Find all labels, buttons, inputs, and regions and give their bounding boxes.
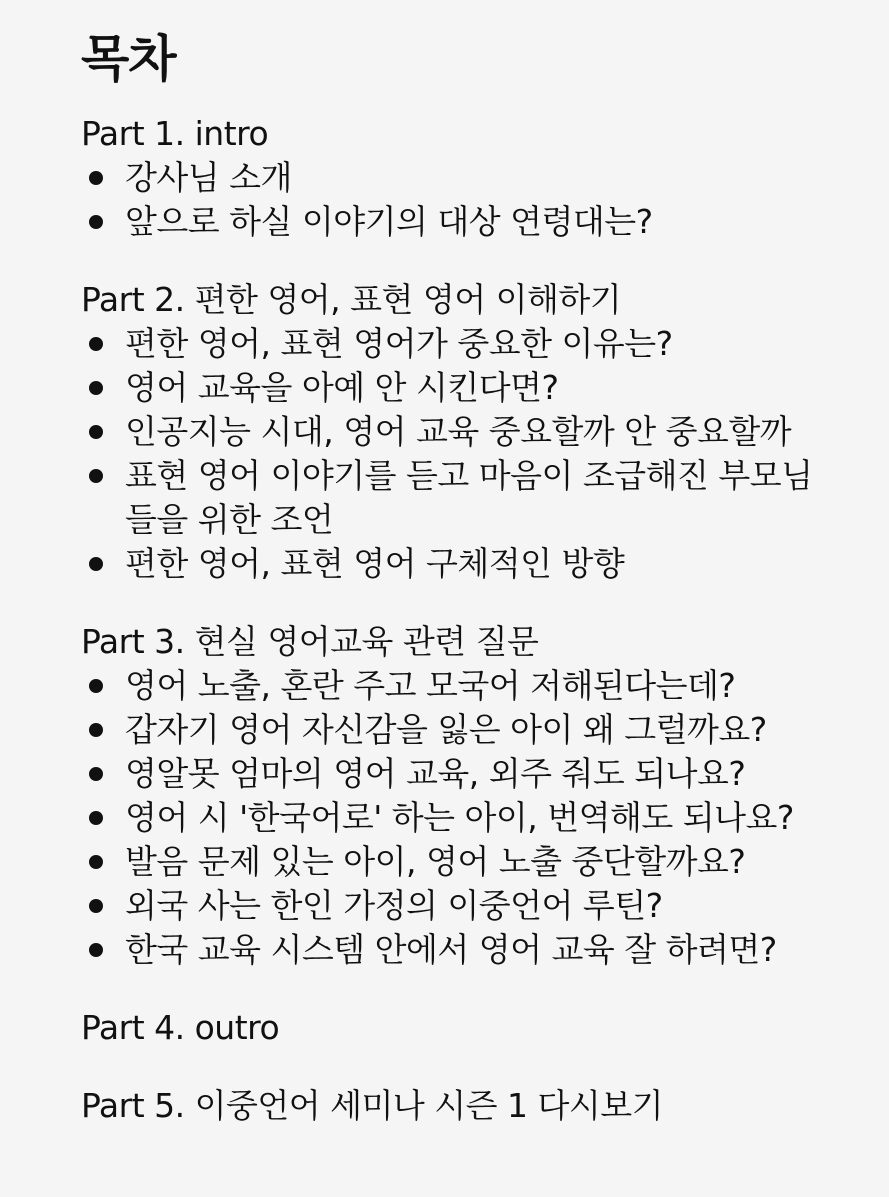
part-2-list — [81, 322, 841, 586]
bullet-icon — [89, 337, 103, 351]
part-5 — [81, 1084, 841, 1128]
part-4 — [81, 1006, 841, 1050]
bullet-icon — [89, 425, 103, 439]
part-3-list — [81, 664, 841, 972]
list-item — [81, 322, 825, 366]
part-title: Part 2. 편한 영어, 표현 영어 이해하기 — [81, 280, 622, 319]
list-item — [81, 542, 825, 586]
bullet-icon — [89, 811, 103, 825]
part-2 — [81, 278, 841, 586]
list-item — [81, 928, 825, 972]
list-item-text: 영어 시 '한국어로' 하는 아이, 번역해도 되나요? — [125, 798, 794, 837]
part-1 — [81, 112, 841, 244]
list-item — [81, 708, 825, 752]
list-item — [81, 366, 825, 410]
part-title: Part 3. 현실 영어교육 관련 질문 — [81, 622, 539, 661]
list-item-text: 표현 영어 이야기를 듣고 마음이 조급해진 부모님들을 위한 조언 — [125, 456, 813, 539]
part-3 — [81, 620, 841, 972]
part-title: Part 4. outro — [81, 1008, 280, 1047]
list-item-text: 발음 문제 있는 아이, 영어 노출 중단할까요? — [125, 842, 746, 881]
part-title: Part 1. intro — [81, 114, 269, 153]
bullet-icon — [89, 943, 103, 957]
list-item — [81, 410, 825, 454]
list-item — [81, 664, 825, 708]
page-title: 목차 — [81, 30, 176, 88]
bullet-icon — [89, 469, 103, 483]
bullet-icon — [89, 855, 103, 869]
bullet-icon — [89, 171, 103, 185]
list-item — [81, 884, 825, 928]
list-item-text: 한국 교육 시스템 안에서 영어 교육 잘 하려면? — [125, 930, 777, 969]
table-of-contents — [81, 24, 841, 1162]
list-item — [81, 200, 825, 244]
bullet-icon — [89, 381, 103, 395]
list-item-text: 영어 노출, 혼란 주고 모국어 저해된다는데? — [125, 666, 736, 705]
list-item-text: 영어 교육을 아예 안 시킨다면? — [125, 368, 559, 407]
list-item-text: 앞으로 하실 이야기의 대상 연령대는? — [125, 202, 653, 241]
list-item-text: 인공지능 시대, 영어 교육 중요할까 안 중요할까 — [125, 412, 792, 451]
bullet-icon — [89, 767, 103, 781]
part-1-list — [81, 156, 841, 244]
list-item-text: 편한 영어, 표현 영어 구체적인 방향 — [125, 544, 625, 583]
list-item — [81, 156, 825, 200]
list-item-text: 편한 영어, 표현 영어가 중요한 이유는? — [125, 324, 673, 363]
list-item — [81, 840, 825, 884]
list-item — [81, 752, 825, 796]
list-item-text: 강사님 소개 — [125, 158, 292, 197]
list-item-text: 영알못 엄마의 영어 교육, 외주 줘도 되나요? — [125, 754, 746, 793]
list-item-text: 갑자기 영어 자신감을 잃은 아이 왜 그럴까요? — [125, 710, 767, 749]
bullet-icon — [89, 557, 103, 571]
bullet-icon — [89, 215, 103, 229]
list-item — [81, 454, 825, 542]
list-item-text: 외국 사는 한인 가정의 이중언어 루틴? — [125, 886, 663, 925]
bullet-icon — [89, 723, 103, 737]
bullet-icon — [89, 899, 103, 913]
list-item — [81, 796, 825, 840]
part-title: Part 5. 이중언어 세미나 시즌 1 다시보기 — [81, 1086, 663, 1125]
bullet-icon — [89, 679, 103, 693]
